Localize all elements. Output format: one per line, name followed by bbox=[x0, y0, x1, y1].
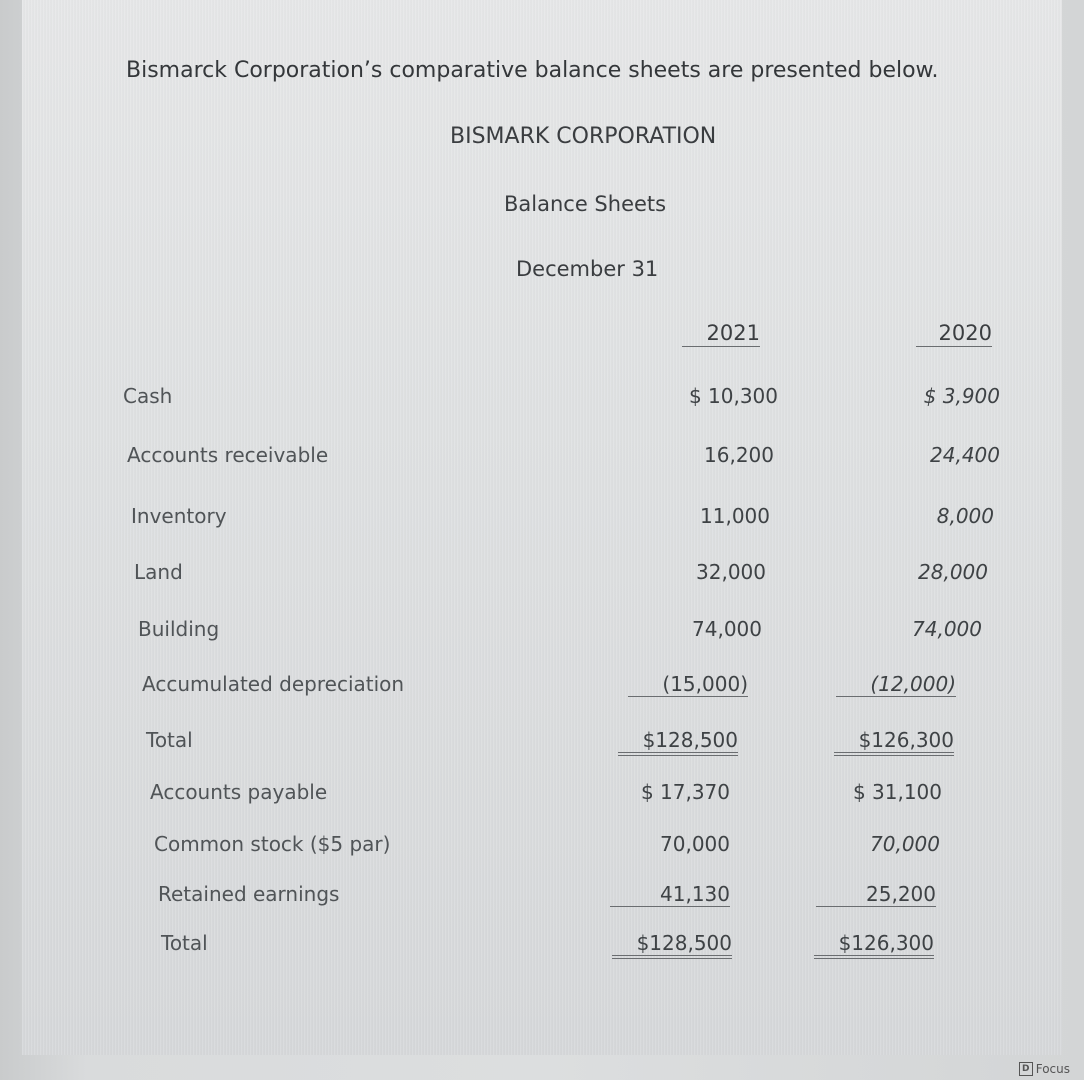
row-label-total-liabilities-equity: Total bbox=[161, 931, 208, 955]
statement-date: December 31 bbox=[516, 257, 659, 281]
focus-button[interactable] bbox=[1019, 1062, 1070, 1076]
row-label-total-assets: Total bbox=[146, 728, 193, 752]
row-label-inventory: Inventory bbox=[131, 504, 227, 528]
row-value-2020: (12,000) bbox=[836, 672, 956, 697]
row-label-cash: Cash bbox=[123, 384, 173, 408]
row-value-2020: 28,000 bbox=[918, 560, 988, 584]
column-header-2021: 2021 bbox=[682, 321, 760, 347]
row-label-accounts-payable: Accounts payable bbox=[150, 780, 328, 804]
row-label-retained-earnings: Retained earnings bbox=[158, 882, 340, 906]
intro-text: Bismarck Corporation’s comparative balance sheets are presented below. bbox=[126, 58, 939, 83]
row-value-2021: (15,000) bbox=[628, 672, 748, 697]
screen-area bbox=[22, 0, 1062, 1055]
row-label-accounts-receivable: Accounts receivable bbox=[127, 443, 329, 467]
row-value-2021: 32,000 bbox=[696, 560, 766, 584]
row-value-2021: 70,000 bbox=[660, 832, 730, 856]
row-label-land: Land bbox=[134, 560, 183, 584]
focus-label: Focus bbox=[1035, 1062, 1070, 1076]
row-value-2020: 70,000 bbox=[870, 832, 940, 856]
statement-title: Balance Sheets bbox=[504, 192, 667, 216]
row-value-2020: $ 3,900 bbox=[923, 384, 1000, 408]
row-label-common-stock: Common stock ($5 par) bbox=[154, 832, 391, 856]
row-value-2020: $126,300 bbox=[834, 728, 954, 756]
row-value-2021: $ 10,300 bbox=[688, 384, 778, 408]
row-value-2021: 16,200 bbox=[704, 443, 774, 467]
row-value-2020: $126,300 bbox=[814, 931, 934, 959]
focus-icon: D bbox=[1019, 1062, 1033, 1076]
row-value-2020: 24,400 bbox=[930, 443, 1000, 467]
row-value-2021: $128,500 bbox=[612, 931, 732, 959]
row-value-2020: 74,000 bbox=[912, 617, 982, 641]
row-value-2020: $ 31,100 bbox=[852, 780, 942, 804]
row-value-2020: 8,000 bbox=[936, 504, 994, 528]
row-value-2021: 74,000 bbox=[692, 617, 762, 641]
row-value-2021: $128,500 bbox=[618, 728, 738, 756]
row-value-2021: 41,130 bbox=[610, 882, 730, 907]
column-header-2020: 2020 bbox=[916, 321, 992, 347]
row-value-2020: 25,200 bbox=[816, 882, 936, 907]
row-value-2021: 11,000 bbox=[700, 504, 770, 528]
row-label-accumulated-depreciation: Accumulated depreciation bbox=[142, 672, 405, 696]
row-value-2021: $ 17,370 bbox=[640, 780, 730, 804]
company-name: BISMARK CORPORATION bbox=[450, 124, 717, 149]
row-label-building: Building bbox=[138, 617, 220, 641]
